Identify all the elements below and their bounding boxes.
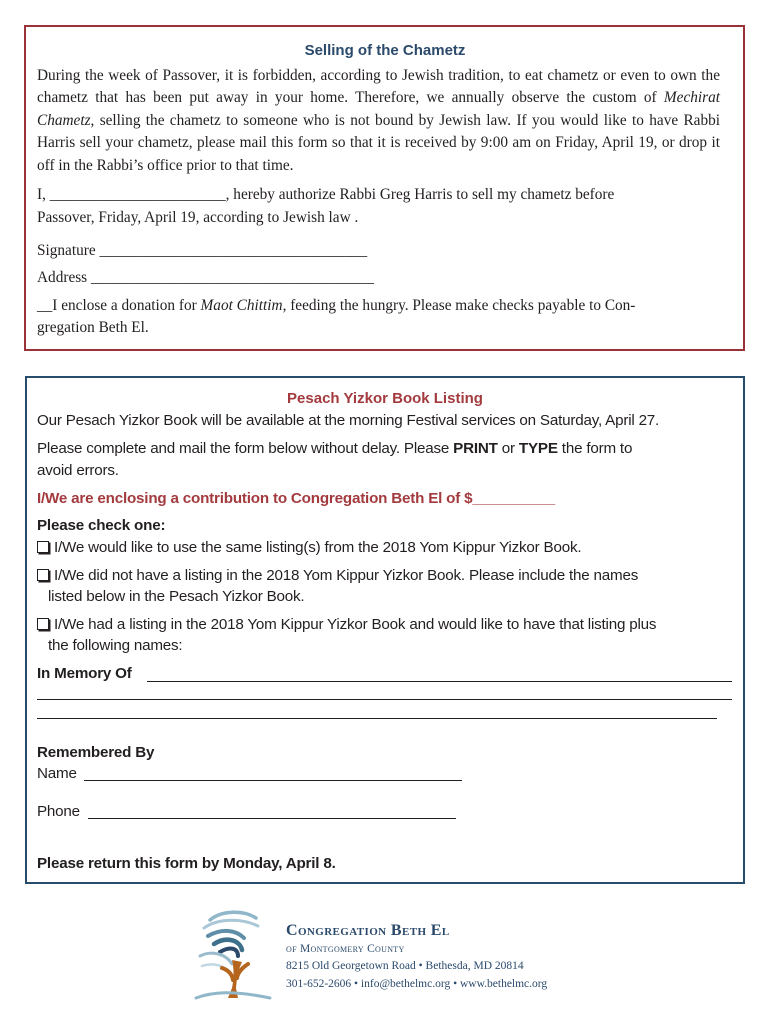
print-word: PRINT bbox=[453, 440, 498, 457]
org-name: Congregation Beth El bbox=[286, 922, 450, 939]
org-address: 8215 Old Georgetown Road • Bethesda, MD 20814 bbox=[286, 960, 524, 972]
checkbox[interactable] bbox=[37, 541, 49, 553]
remembered-by-label: Remembered By bbox=[37, 744, 155, 761]
option-listing-plus[interactable] bbox=[37, 614, 737, 636]
phone-label: Phone bbox=[37, 803, 80, 820]
yizkor-title: Pesach Yizkor Book Listing bbox=[287, 390, 483, 407]
option-no-listing-label: I/We did not have a listing in the 2018 Yom Kippur Yizkor Book. Please include the names bbox=[54, 567, 639, 584]
address-field[interactable]: Address _____________________________________ bbox=[37, 269, 374, 286]
congregation-logo-icon bbox=[192, 906, 274, 1002]
authorize-line-2: Passover, Friday, April 19, according to Jewish law . bbox=[37, 209, 359, 226]
option-listing-plus-label-2: the following names: bbox=[48, 637, 183, 654]
org-contact: 301-652-2606 • info@bethelmc.org • www.bethelmc.org bbox=[286, 978, 548, 990]
in-memory-of-field-line-2[interactable] bbox=[37, 699, 732, 700]
return-deadline: Please return this form by Monday, April 8. bbox=[37, 855, 336, 872]
donation-text-1: __I enclose a donation for bbox=[37, 297, 201, 314]
instructions-text-end: the form to bbox=[557, 440, 633, 457]
donation-text-2: , feeding the hungry. Please make checks payable to Con- bbox=[282, 297, 636, 314]
chametz-paragraph-text-1: During the week of Passover, it is forbidden, according to Jewish tradition, to eat chametz or even to own the chametz that has been put away in your home. Therefore, we annually observe the custom of bbox=[37, 67, 720, 107]
option-no-listing-label-2: listed below in the Pesach Yizkor Book. bbox=[48, 588, 305, 605]
name-field[interactable] bbox=[84, 780, 462, 781]
option-same-listing[interactable] bbox=[37, 537, 737, 559]
maot-chittim-term: Maot Chittim bbox=[200, 297, 283, 314]
in-memory-of-field[interactable] bbox=[147, 681, 732, 682]
checkbox[interactable] bbox=[37, 569, 49, 581]
in-memory-of-field-line-3[interactable] bbox=[37, 718, 717, 719]
org-county: of Montgomery County bbox=[286, 943, 405, 955]
chametz-title: Selling of the Chametz bbox=[304, 42, 466, 59]
type-word: TYPE bbox=[518, 440, 558, 457]
phone-field[interactable] bbox=[88, 818, 456, 819]
option-listing-plus-label: I/We had a listing in the 2018 Yom Kippur Yizkor Book and would like to have that listing plus bbox=[54, 616, 657, 633]
name-label: Name bbox=[37, 765, 77, 782]
checkbox[interactable] bbox=[37, 618, 49, 630]
option-no-listing[interactable] bbox=[37, 565, 737, 587]
yizkor-availability: Our Pesach Yizkor Book will be available at the morning Festival services on Saturday, April 27. bbox=[37, 412, 660, 429]
yizkor-instructions bbox=[37, 438, 737, 460]
authorize-line-1[interactable]: I, _______________________, hereby authorize Rabbi Greg Harris to sell my chametz before bbox=[37, 186, 615, 203]
donation-line[interactable] bbox=[37, 295, 727, 317]
in-memory-of-label: In Memory Of bbox=[37, 665, 132, 682]
chametz-paragraph bbox=[37, 65, 720, 177]
option-same-listing-label: I/We would like to use the same listing(s) from the 2018 Yom Kippur Yizkor Book. bbox=[54, 539, 582, 556]
signature-field[interactable]: Signature ___________________________________ bbox=[37, 242, 368, 259]
donation-line-2: gregation Beth El. bbox=[37, 319, 149, 336]
instructions-text: Please complete and mail the form below without delay. Please bbox=[37, 440, 454, 457]
or-word: or bbox=[497, 440, 519, 457]
chametz-paragraph-text-2: , selling the chametz to someone who is not bound by Jewish law. If you would like to have Rabbi Harris sell your chametz, please mail this form so that it is received by 9:00 am on Friday, April 19, or drop it off in the Rabbi’s office prior to that time. bbox=[37, 111, 720, 174]
mechirat-chametz-term: Mechirat Chametz bbox=[37, 89, 720, 129]
yizkor-instructions-2: avoid errors. bbox=[37, 462, 119, 479]
contribution-field[interactable]: I/We are enclosing a contribution to Congregation Beth El of $__________ bbox=[37, 490, 555, 507]
check-one-label: Please check one: bbox=[37, 517, 166, 534]
